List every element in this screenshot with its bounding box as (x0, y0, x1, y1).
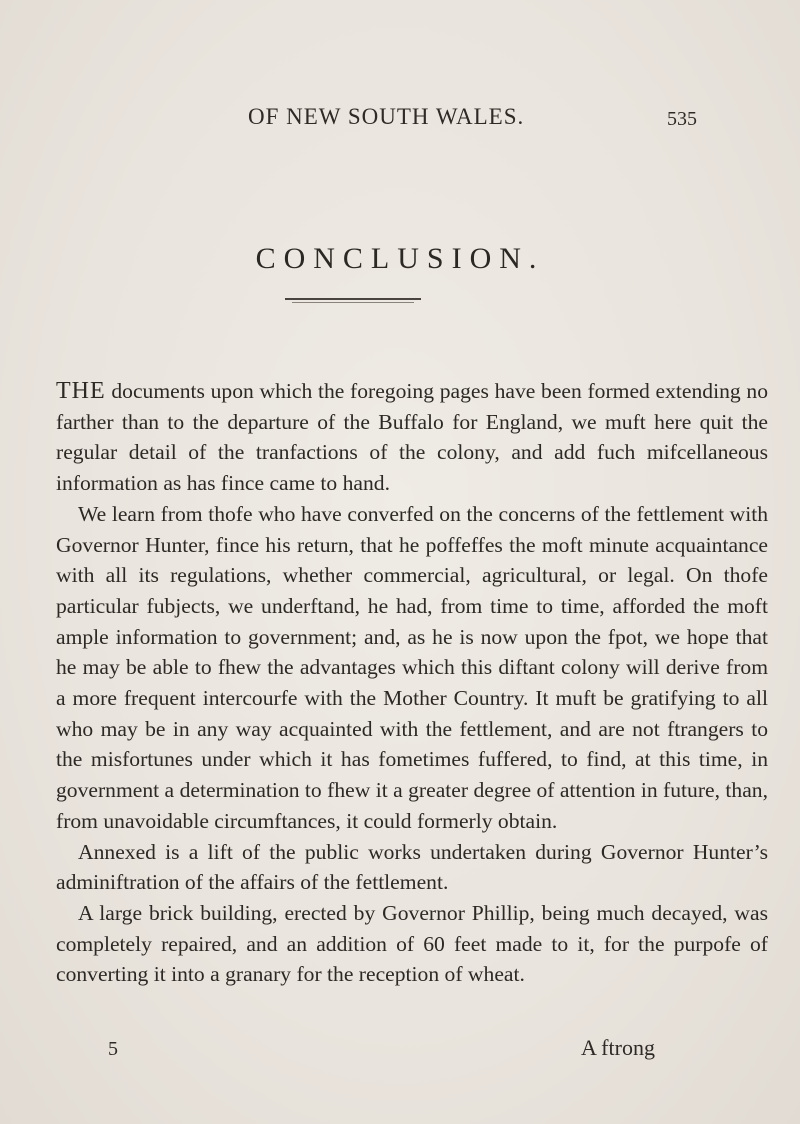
heading-rule-thin (292, 302, 414, 303)
paragraph-2: We learn from thofe who have converfed on the concerns of the fettlement with Governor Hunter, fince his return, that he poffeffes the moft minute acquaintance with all its regulations, whether commercial, agricultural, or legal. On thofe particular fubjects, we underftand, he had, from time to time, afforded the moft ample information to government; and, as he is now upon the fpot, we hope that he may be able to fhew the advantages which this diftant colony will derive from a more frequent intercourfe with the Mother Country. It muft be gratifying to all who may be in any way acquainted with the fettlement, and are not ftrangers to the misfortunes under which it has fometimes fuffered, to find, at this time, in government a determination to fhew it a greater degree of attention in future, than, from unavoidable circumftances, it could formerly obtain. (56, 501, 768, 833)
chapter-heading: CONCLUSION. (255, 242, 545, 275)
page-number: 535 (667, 108, 697, 130)
running-head: OF NEW SOUTH WALES. (248, 104, 525, 129)
paragraph-4: A large brick building, erected by Governor Phillip, being much decayed, was completely repaired, and an addition of 60 feet made to it, for the purpofe of converting it into a granary for the reception of wheat. (56, 900, 768, 987)
opening-word: THE (56, 378, 106, 404)
paragraph-3: Annexed is a lift of the public works undertaken during Governor Hunter’s adminiftration of the affairs of the fettlement. (56, 839, 768, 895)
heading-rule (285, 298, 421, 300)
body-text (56, 376, 768, 990)
paragraph-1-text: documents upon which the foregoing pages have been formed extending no farther than to the departure of the Buffalo for England, we muft here quit the regular detail of the tranfactions of the colony, and add fuch mifcellaneous information as has fince came to hand. (56, 379, 768, 496)
catchword: A ftrong (581, 1035, 655, 1060)
paragraph-1 (56, 376, 768, 499)
signature-mark: 5 (108, 1038, 118, 1060)
